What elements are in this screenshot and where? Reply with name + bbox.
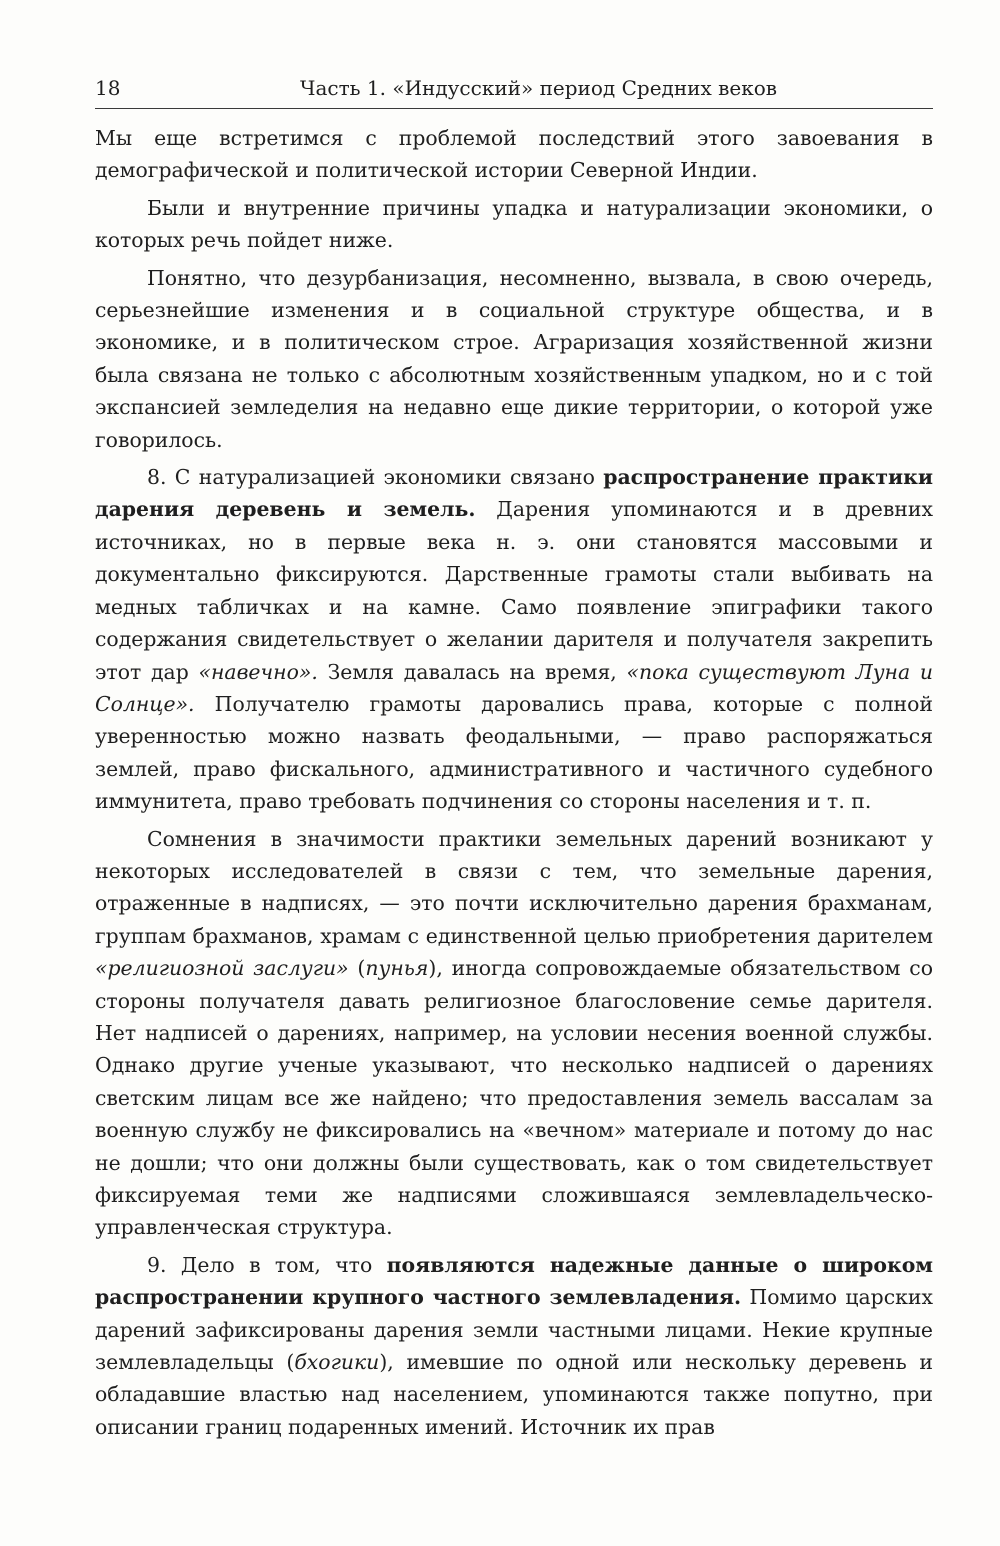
italic-quote: «навечно». bbox=[198, 659, 318, 684]
paragraph-text: Помимо царских дарений зафиксированы дарения земли частными лицами. Некие крупные землевладельцы ( bbox=[95, 1285, 933, 1375]
bold-thesis: распространение практики дарения деревень и земель. bbox=[95, 465, 933, 522]
page-number: 18 bbox=[95, 76, 121, 100]
paragraph-lead: 8. С натурализацией экономики связано bbox=[147, 465, 604, 490]
running-title: Часть 1. «Индусский» период Средних веков bbox=[300, 76, 778, 100]
paragraph-2 bbox=[95, 192, 933, 257]
italic-term: бхогики bbox=[294, 1350, 380, 1375]
italic-term: пунья bbox=[365, 956, 429, 981]
paragraph-5 bbox=[95, 823, 933, 1244]
italic-quote: «пока существуют Луна и Солнце». bbox=[95, 659, 933, 716]
running-head bbox=[95, 68, 933, 109]
paragraph-text: Дарения упоминаются и в древних источниках, но в первые века н. э. они становятся массовыми и документально фиксируются. Дарственные грамоты стали выбивать на медных табличках и на камне. Само появление эпиграфики такого содержания свидетельствует о желании дарителя и получателя закрепить этот дар bbox=[95, 497, 933, 684]
paragraph-text: Понятно, что дезурбанизация, несомненно, вызвала, в свою очередь, серьезнейшие изменения и в социальной структуре общества, и в экономике, и в политическом строе. Аграризация хозяйственной жизни была связана не только с абсолютным хозяйственным упадком, но и с той экспансией земледелия на недавно еще дикие территории, о которой уже говорилось. bbox=[95, 265, 933, 452]
paragraph-3 bbox=[95, 262, 933, 456]
italic-term: «религиозной заслуги» bbox=[95, 956, 349, 981]
paragraph-text: Сомнения в значимости практики земельных дарений возникают у некоторых исследователей в связи с тем, что земельные дарения, отраженные в надписях, — это почти исключительно дарения брахманам, группам брахманов, храмам с единственной целью приобретения дарителем bbox=[95, 826, 933, 948]
paragraph-text: ), иногда сопровождаемые обязательством со стороны получателя давать религиозное благословение семье дарителя. Нет надписей о дарениях, например, на условии несения военной службы. Однако другие ученые указывают, что несколько надписей о дарениях светским лицам все же найдено; что предоставления земель вассалам за военную службу не фиксировались на «вечном» материале и потому до нас не дошли; что они должны были существовать, как о том свидетельствует фиксируемая теми же надписями сложившаяся землевладельческо-управленческая структура. bbox=[95, 956, 933, 1240]
paragraph-text: Мы еще встретимся с проблемой последствий этого завоевания в демографической и политической истории Северной Индии. bbox=[95, 126, 933, 183]
paragraph-text: ( bbox=[348, 956, 366, 981]
paragraph-1 bbox=[95, 122, 933, 187]
paragraph-text: Получателю грамоты даровались права, которые с полной уверенностью можно назвать феодальными, — право распоряжаться землей, право фискального, административного и частичного судебного иммунитета, право требовать подчинения со стороны населения и т. п. bbox=[95, 691, 933, 814]
paragraph-6-point-9 bbox=[95, 1249, 933, 1443]
paragraph-text: Были и внутренние причины упадка и натурализации экономики, о которых речь пойдет ниже. bbox=[95, 195, 933, 253]
paragraph-lead: 9. Дело в том, что bbox=[147, 1252, 387, 1277]
paragraph-4-point-8 bbox=[95, 461, 933, 817]
paragraph-text: Земля давалась на время, bbox=[317, 659, 627, 684]
paragraph-text: ), имевшие по одной или нескольку деревень и обладавшие властью над населением, упоминаются также попутно, при описании границ подаренных имений. Источник их прав bbox=[95, 1350, 933, 1439]
bold-thesis: появляются надежные данные о широком распространении крупного частного землевладения. bbox=[95, 1252, 933, 1310]
body-text bbox=[95, 122, 933, 1443]
book-page bbox=[95, 68, 933, 1488]
